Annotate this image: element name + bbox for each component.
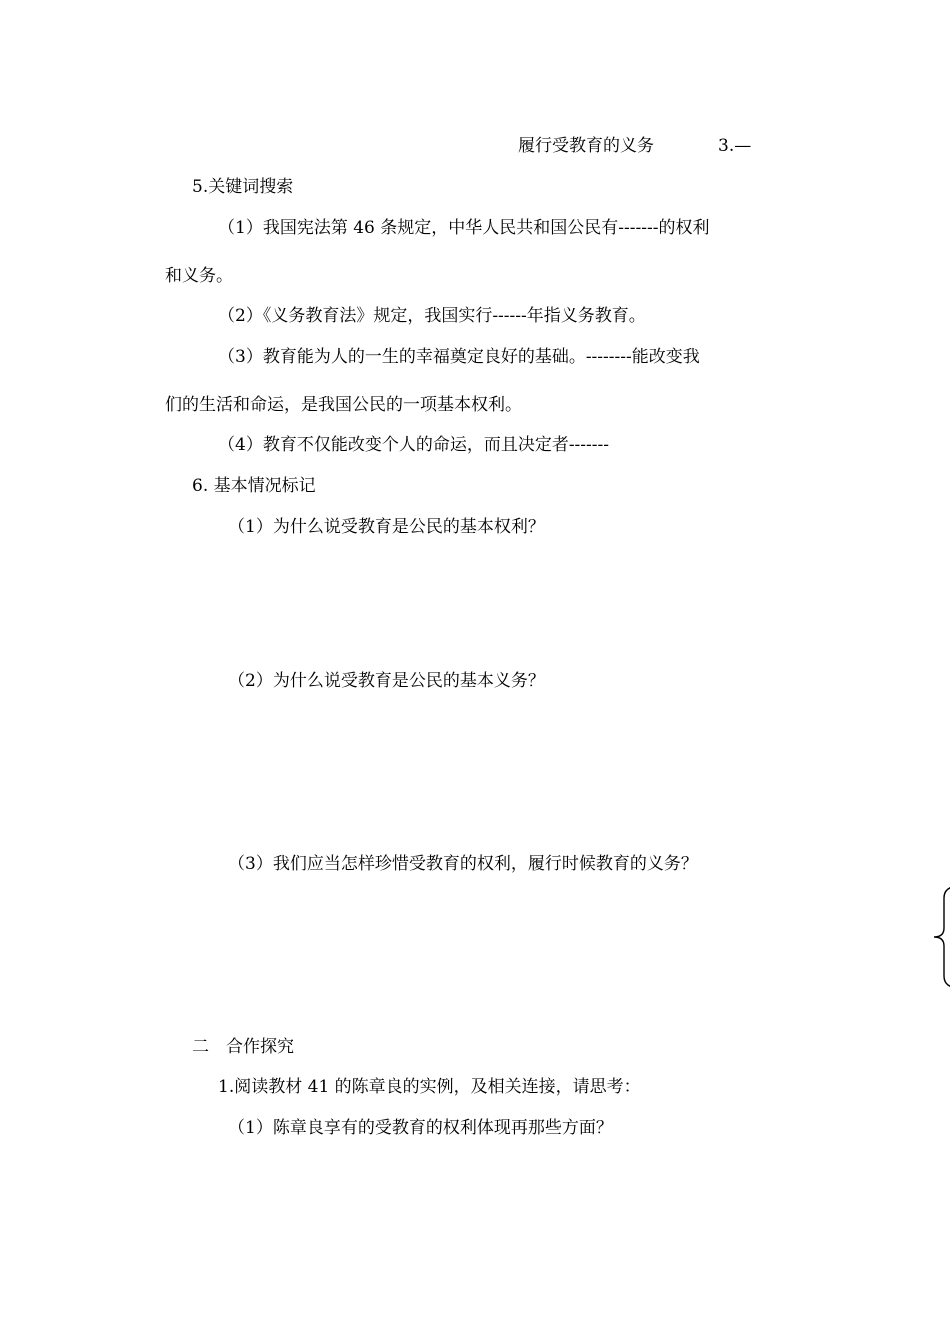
part2-title: 二 合作探究 xyxy=(192,1037,294,1057)
section5-title: 5.关键词搜索 xyxy=(192,177,294,197)
section6-question-2: （2）为什么说受教育是公民的基本义务？ xyxy=(228,671,545,691)
part2-question-1: （1）陈章良享有的受教育的权利体现再那些方面？ xyxy=(228,1118,613,1138)
section6-title: 6. 基本情况标记 xyxy=(192,476,316,496)
header-title: 履行受教育的义务 xyxy=(518,136,654,156)
header-number: 3.— xyxy=(718,136,752,156)
section6-question-1: （1）为什么说受教育是公民的基本权利？ xyxy=(228,517,545,537)
section5-item1-line1: （1）我国宪法第 46 条规定，中华人民共和国公民有-------的权利 xyxy=(218,218,710,238)
section6-question-3: （3）我们应当怎样珍惜受教育的权利，履行时候教育的义务？ xyxy=(228,854,698,874)
section5-item3-line1: （3）教育能为人的一生的幸福奠定良好的基础。--------能改变我 xyxy=(218,347,700,367)
section5-item4: （4）教育不仅能改变个人的命运，而且决定者------- xyxy=(218,435,610,455)
section5-item3-line2: 们的生活和命运，是我国公民的一项基本权利。 xyxy=(165,395,522,415)
curly-brace-icon xyxy=(932,884,950,990)
section5-item2: （2）《义务教育法》规定，我国实行------年指义务教育。 xyxy=(218,306,646,326)
section5-item1-line2: 和义务。 xyxy=(165,266,233,286)
part2-item1: 1.阅读教材 41 的陈章良的实例，及相关连接，请思考： xyxy=(218,1077,641,1097)
